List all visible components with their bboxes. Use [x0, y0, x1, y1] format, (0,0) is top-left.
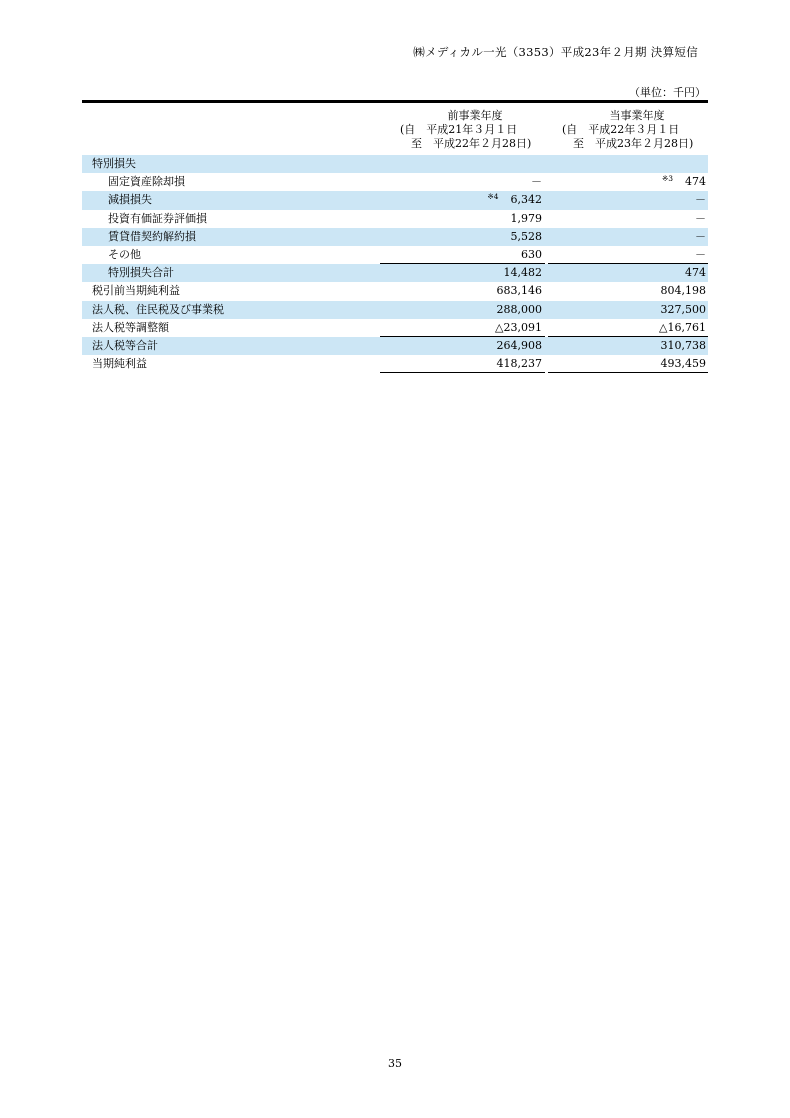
column-prev-to: 至 平成22年２月28日): [411, 137, 532, 150]
column-header: [82, 103, 708, 155]
table-row: [82, 337, 708, 355]
row-value-curr: 327,500: [660, 302, 706, 316]
row-label: 法人税等調整額: [92, 320, 169, 334]
column-curr-to: 至 平成23年２月28日): [573, 137, 694, 150]
row-label: 税引前当期純利益: [92, 284, 180, 298]
table-row: [82, 319, 708, 337]
row-label: 投資有価証券評価損: [108, 211, 207, 225]
row-value-prev: 14,482: [503, 266, 542, 280]
row-value-curr: －: [695, 193, 706, 207]
row-value-curr: 493,459: [660, 357, 706, 371]
row-value-curr: 804,198: [660, 284, 706, 298]
table-row: [82, 264, 708, 282]
row-label: 固定資産除却損: [108, 175, 185, 189]
row-label: 法人税、住民税及び事業税: [92, 302, 224, 316]
row-value-prev: $^{※4}$ 6,342: [487, 192, 542, 207]
page-number: 35: [388, 1057, 402, 1070]
row-value-prev: 264,908: [496, 338, 542, 352]
row-label: 当期純利益: [92, 357, 147, 371]
table-row: [82, 355, 708, 373]
table-row: [82, 228, 708, 246]
column-curr-title: 当事業年度: [609, 109, 665, 122]
row-value-prev: △23,091: [495, 320, 542, 334]
table-row: [82, 155, 708, 173]
unit-label: （単位：千円）: [629, 86, 706, 99]
row-value-prev: 418,237: [496, 357, 542, 371]
column-curr-from: (自 平成22年３月１日: [562, 123, 680, 136]
row-value-prev: 288,000: [496, 302, 542, 316]
row-value-curr: 310,738: [660, 338, 706, 352]
document-header: ㈱メディカル一光（3353）平成23年２月期 決算短信: [413, 45, 698, 59]
row-label: 特別損失合計: [108, 266, 174, 280]
row-value-curr: △16,761: [659, 320, 706, 334]
table-row: [82, 301, 708, 319]
table-row: [82, 210, 708, 228]
total-rule: [548, 372, 708, 373]
note-marker: ※3: [661, 174, 673, 184]
column-prev-from: (自 平成21年３月１日: [400, 123, 518, 136]
row-value-curr: 474: [685, 266, 706, 280]
row-label: 賃貸借契約解約損: [108, 229, 196, 243]
column-current-year: [562, 109, 712, 151]
column-prev-year: [400, 109, 550, 151]
row-value-prev: －: [531, 175, 542, 189]
row-value-prev: 1,979: [510, 211, 542, 225]
column-prev-title: 前事業年度: [447, 109, 503, 122]
row-value-curr: －: [695, 211, 706, 225]
table-row: [82, 246, 708, 264]
table-row: [82, 173, 708, 191]
total-rule: [380, 372, 545, 373]
row-value-curr: $^{※3}$ 474: [661, 174, 706, 189]
row-value-prev: 683,146: [496, 284, 542, 298]
row-value-prev: 5,528: [510, 229, 542, 243]
row-label: 減損損失: [108, 193, 152, 207]
table-row: [82, 282, 708, 300]
row-label: その他: [108, 247, 141, 261]
table-row: [82, 191, 708, 209]
row-value-curr: －: [695, 229, 706, 243]
note-marker: ※4: [487, 192, 499, 202]
row-label: 特別損失: [92, 157, 136, 170]
row-label: 法人税等合計: [92, 338, 158, 352]
income-statement-table: [82, 100, 708, 373]
row-value-curr: －: [695, 247, 706, 261]
row-value-prev: 630: [521, 247, 542, 261]
